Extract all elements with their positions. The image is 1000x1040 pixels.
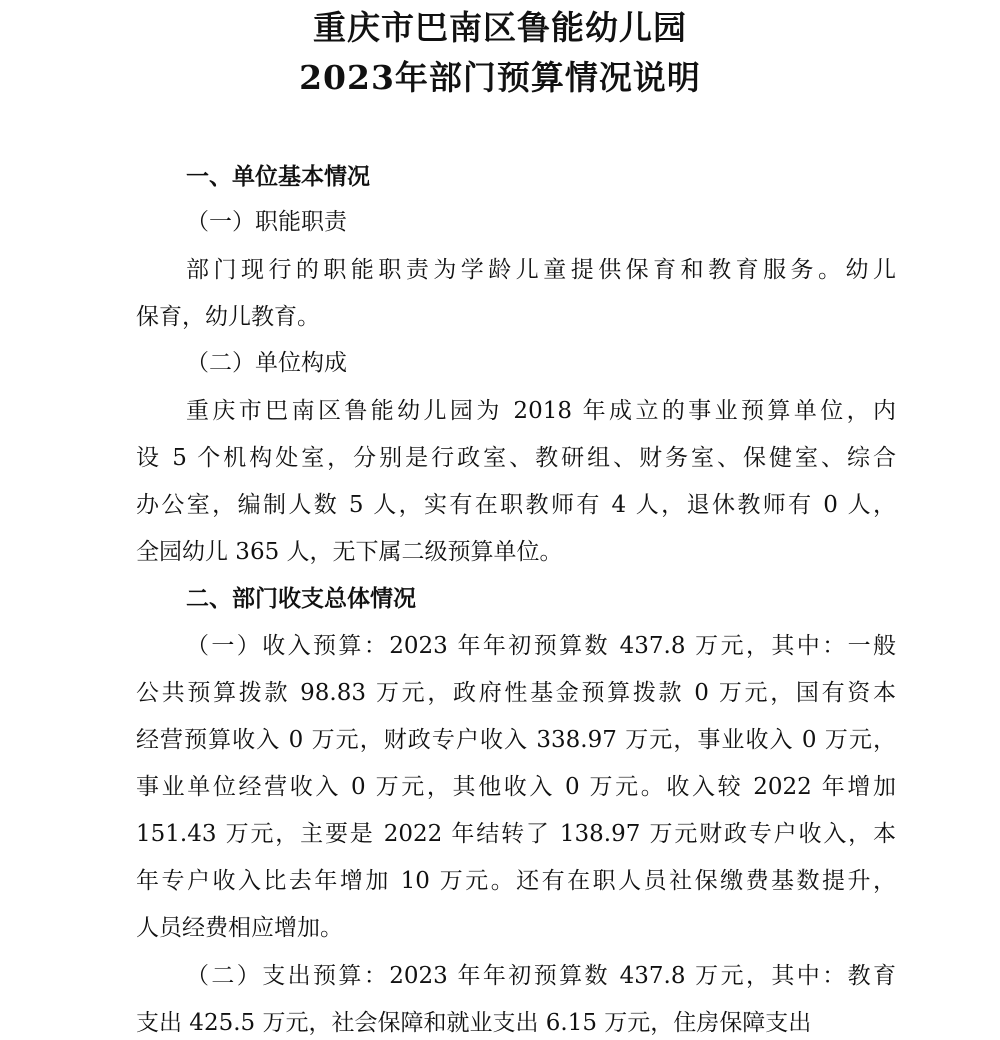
sub1-line-1: 部门现行的职能职责为学龄儿童提供保育和教育服务。幼儿 xyxy=(186,257,896,283)
document-title-line2: 2023年部门预算情况说明 xyxy=(299,58,701,97)
income-line-4: 事业单位经营收入 0 万元，其他收入 0 万元。收入较 2022 年增加 xyxy=(136,774,896,800)
sub2-line-2: 设 5 个机构处室，分别是行政室、教研组、财务室、保健室、综合 xyxy=(136,445,896,471)
income-line-5: 151.43 万元，主要是 2022 年结转了 138.97 万元财政专户收入，本 xyxy=(136,821,896,847)
sub2-line-3: 办公室，编制人数 5 人，实有在职教师有 4 人，退休教师有 0 人， xyxy=(136,492,896,518)
income-line-3: 经营预算收入 0 万元，财政专户收入 338.97 万元，事业收入 0 万元， xyxy=(136,727,896,753)
sub2-line-1: 重庆市巴南区鲁能幼儿园为 2018 年成立的事业预算单位，内 xyxy=(186,398,896,424)
income-line-2: 公共预算拨款 98.83 万元，政府性基金预算拨款 0 万元，国有资本 xyxy=(136,680,896,706)
income-line-1: （一）收入预算：2023 年年初预算数 437.8 万元，其中：一般 xyxy=(186,633,896,659)
section1-heading: 一、单位基本情况 xyxy=(186,164,370,190)
expense-line-1: （二）支出预算：2023 年年初预算数 437.8 万元，其中：教育 xyxy=(186,963,896,989)
section2-heading: 二、部门收支总体情况 xyxy=(186,586,416,612)
income-line-7: 人员经费相应增加。 xyxy=(136,915,343,941)
expense-line-2: 支出 425.5 万元，社会保障和就业支出 6.15 万元，住房保障支出 xyxy=(136,1010,812,1036)
sub1-line-2: 保育，幼儿教育。 xyxy=(136,304,320,330)
sub2-line-4: 全园幼儿 365 人，无下属二级预算单位。 xyxy=(136,539,563,565)
sub1-heading: （一）职能职责 xyxy=(186,209,347,235)
sub2-heading: （二）单位构成 xyxy=(186,350,347,376)
document-title-line1: 重庆市巴南区鲁能幼儿园 xyxy=(313,8,687,47)
income-line-6: 年专户收入比去年增加 10 万元。还有在职人员社保缴费基数提升， xyxy=(136,868,896,894)
